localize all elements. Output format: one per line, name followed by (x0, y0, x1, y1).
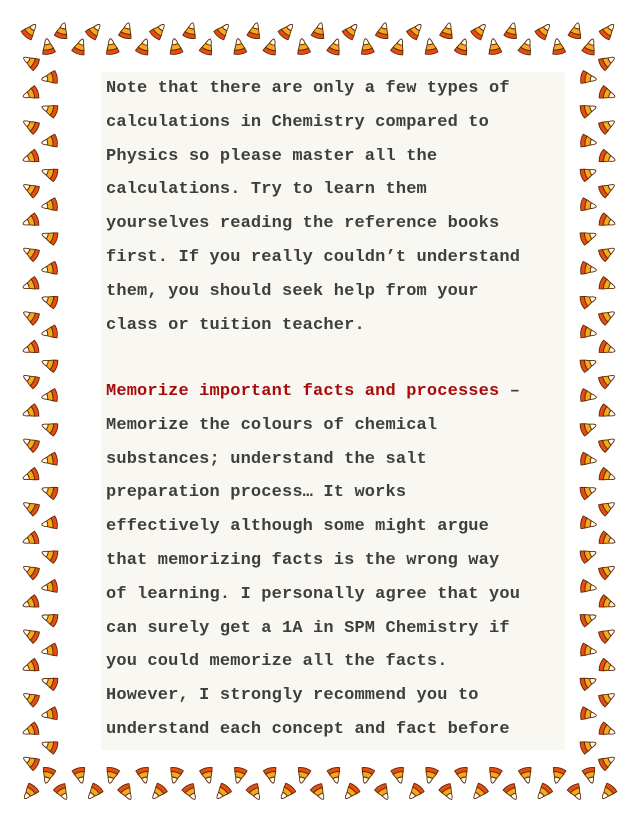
candy-corn-icon (295, 766, 312, 785)
candy-corn-icon (276, 782, 296, 802)
candy-corn-icon (580, 388, 598, 404)
candy-corn-icon (231, 38, 247, 56)
candy-corn-icon (20, 625, 40, 644)
candy-corn-icon (341, 782, 361, 802)
candy-corn-icon (213, 20, 233, 40)
candy-corn-icon (20, 498, 40, 517)
candy-corn-icon (454, 766, 471, 785)
candy-corn-icon (580, 707, 598, 723)
candy-corn-icon (422, 766, 439, 785)
candy-corn-icon (135, 37, 153, 56)
candy-corn-icon (597, 307, 617, 326)
candy-corn-icon (598, 531, 617, 549)
candy-corn-icon (41, 134, 59, 150)
candy-corn-icon (182, 21, 199, 40)
candy-corn-icon (597, 752, 617, 771)
candy-corn-icon (41, 388, 59, 404)
candy-corn-icon (118, 21, 135, 40)
candy-corn-icon (247, 21, 264, 40)
heading-dash: – (499, 382, 521, 401)
candy-corn-icon (40, 546, 59, 564)
candy-corn-icon (168, 38, 184, 56)
candy-corn-icon (40, 737, 59, 755)
candy-corn-icon (20, 179, 40, 198)
candy-corn-icon (598, 276, 617, 294)
candy-corn-icon (579, 101, 598, 119)
candy-corn-icon (598, 85, 617, 103)
candy-corn-icon (40, 766, 57, 785)
candy-corn-icon (20, 434, 40, 453)
candy-corn-icon (21, 658, 40, 676)
candy-corn-icon (21, 722, 40, 740)
candy-corn-icon (580, 261, 598, 277)
candy-corn-icon (390, 37, 408, 56)
candy-corn-icon (533, 782, 553, 802)
candy-corn-icon (502, 782, 521, 802)
candy-corn-icon (21, 403, 40, 421)
candy-corn-icon (40, 483, 59, 501)
candy-corn-icon (20, 307, 40, 326)
candy-corn-icon (40, 164, 59, 182)
candy-corn-icon (598, 403, 617, 421)
candy-corn-icon (41, 261, 59, 277)
candy-corn-icon (598, 340, 617, 358)
candy-corn-icon (41, 707, 59, 723)
candy-corn-icon (597, 434, 617, 453)
candy-corn-icon (568, 21, 585, 40)
candy-corn-icon (598, 594, 617, 612)
candy-corn-icon (598, 722, 617, 740)
candy-corn-icon (20, 370, 40, 389)
candy-corn-icon (579, 673, 598, 691)
candy-corn-icon (20, 116, 40, 135)
candy-corn-icon (598, 149, 617, 167)
candy-corn-icon (550, 766, 567, 785)
candy-corn-icon (454, 37, 472, 56)
candy-corn-icon (310, 782, 329, 802)
candy-corn-icon (20, 243, 40, 262)
paragraph-calculations: Note that there are only a few types of calculations in Chemistry compared to Physics so please master all the calculations. Try to learn them yourselves reading the reference books first. If you really couldn’t understand them, you should seek help from your class or tuition teacher. (106, 79, 521, 335)
candy-corn-icon (597, 52, 617, 71)
candy-corn-icon (199, 766, 216, 785)
candy-corn-icon (21, 85, 40, 103)
candy-corn-icon (149, 20, 169, 40)
candy-corn-icon (438, 782, 457, 802)
candy-corn-icon (579, 737, 598, 755)
candy-corn-icon (104, 38, 120, 56)
candy-corn-icon (53, 782, 72, 802)
candy-corn-icon (40, 292, 59, 310)
candy-corn-icon (470, 20, 490, 40)
candy-corn-icon (84, 782, 104, 802)
candy-corn-icon (263, 37, 281, 56)
candy-corn-icon (374, 782, 393, 802)
candy-corn-icon (504, 21, 521, 40)
candy-corn-icon (212, 782, 232, 802)
candy-corn-icon (580, 643, 598, 659)
candy-corn-icon (405, 782, 425, 802)
candy-corn-icon (21, 594, 40, 612)
candy-corn-icon (148, 782, 168, 802)
candy-corn-icon (579, 355, 598, 373)
candy-corn-icon (581, 37, 599, 56)
candy-corn-icon (580, 452, 598, 468)
candy-corn-icon (550, 38, 566, 56)
candy-corn-icon (439, 21, 456, 40)
candy-corn-icon (598, 782, 618, 802)
candy-corn-icon (21, 149, 40, 167)
candy-corn-icon (598, 20, 618, 40)
candy-corn-icon (41, 198, 59, 214)
candy-corn-icon (167, 766, 184, 785)
candy-corn-icon (597, 370, 617, 389)
candy-corn-icon (85, 20, 105, 40)
candy-corn-icon (597, 179, 617, 198)
candy-corn-icon (20, 20, 40, 40)
candy-corn-icon (579, 546, 598, 564)
candy-corn-icon (20, 561, 40, 580)
paragraph-memorize (106, 375, 564, 747)
candy-corn-icon (518, 37, 536, 56)
text-content-area (101, 72, 565, 750)
candy-corn-icon (40, 355, 59, 373)
candy-corn-icon (41, 452, 59, 468)
candy-corn-icon (295, 38, 311, 56)
candy-corn-icon (327, 766, 344, 785)
candy-corn-icon (580, 516, 598, 532)
candy-corn-icon (580, 579, 598, 595)
candy-corn-icon (21, 467, 40, 485)
candy-corn-icon (567, 782, 586, 802)
memorize-heading: Memorize important facts and processes (106, 382, 500, 401)
candy-corn-icon (518, 766, 535, 785)
candy-corn-icon (21, 340, 40, 358)
candy-corn-icon (20, 52, 40, 71)
candy-corn-icon (358, 766, 375, 785)
candy-corn-icon (582, 766, 599, 785)
candy-corn-icon (598, 658, 617, 676)
candy-corn-icon (486, 766, 503, 785)
candy-corn-icon (579, 228, 598, 246)
candy-corn-icon (597, 625, 617, 644)
candy-corn-icon (40, 419, 59, 437)
candy-corn-icon (580, 134, 598, 150)
candy-corn-icon (326, 37, 344, 56)
candy-corn-icon (597, 561, 617, 580)
candy-corn-icon (21, 213, 40, 231)
candy-corn-icon (375, 21, 392, 40)
candy-corn-icon (579, 419, 598, 437)
candy-corn-icon (598, 213, 617, 231)
candy-corn-icon (20, 782, 40, 802)
candy-corn-icon (40, 673, 59, 691)
candy-corn-icon (579, 483, 598, 501)
candy-corn-icon (41, 325, 59, 341)
candy-corn-icon (579, 292, 598, 310)
candy-corn-icon (41, 516, 59, 532)
candy-corn-icon (359, 38, 375, 56)
candy-corn-icon (40, 101, 59, 119)
candy-corn-icon (40, 228, 59, 246)
candy-corn-icon (231, 766, 248, 785)
candy-corn-icon (20, 752, 40, 771)
candy-corn-icon (579, 610, 598, 628)
candy-corn-icon (20, 688, 40, 707)
candy-corn-icon (579, 164, 598, 182)
candy-corn-icon (181, 782, 200, 802)
candy-corn-icon (21, 276, 40, 294)
candy-corn-icon (263, 766, 280, 785)
candy-corn-icon (341, 20, 361, 40)
candy-corn-icon (580, 325, 598, 341)
candy-corn-icon (71, 37, 89, 56)
candy-corn-icon (72, 766, 89, 785)
candy-corn-icon (598, 467, 617, 485)
candy-corn-icon (103, 766, 120, 785)
candy-corn-icon (246, 782, 265, 802)
candy-corn-icon (41, 643, 59, 659)
candy-corn-icon (40, 610, 59, 628)
candy-corn-icon (54, 21, 71, 40)
candy-corn-icon (311, 21, 328, 40)
candy-corn-icon (135, 766, 152, 785)
candy-corn-icon (597, 498, 617, 517)
candy-corn-icon (40, 38, 56, 56)
candy-corn-icon (277, 20, 297, 40)
candy-corn-icon (580, 198, 598, 214)
candy-corn-icon (41, 579, 59, 595)
candy-corn-icon (391, 766, 408, 785)
candy-corn-icon (597, 116, 617, 135)
memorize-body: Memorize the colours of chemical substances; understand the salt preparation process… It works effectively although some might argue that memorizing facts is the wrong way of learning. I personally agree that you can surely get a 1A in SPM Chemistry if you could memorize all the facts. However, I strongly recommend you to understand each concept and fact before (106, 415, 521, 739)
candy-corn-icon (580, 70, 598, 86)
candy-corn-icon (423, 38, 439, 56)
candy-corn-icon (406, 20, 426, 40)
candy-corn-icon (21, 531, 40, 549)
candy-corn-icon (117, 782, 136, 802)
candy-corn-icon (486, 38, 502, 56)
candy-corn-icon (534, 20, 554, 40)
candy-corn-icon (199, 37, 217, 56)
candy-corn-icon (469, 782, 489, 802)
candy-corn-icon (41, 70, 59, 86)
candy-corn-icon (597, 688, 617, 707)
candy-corn-icon (597, 243, 617, 262)
